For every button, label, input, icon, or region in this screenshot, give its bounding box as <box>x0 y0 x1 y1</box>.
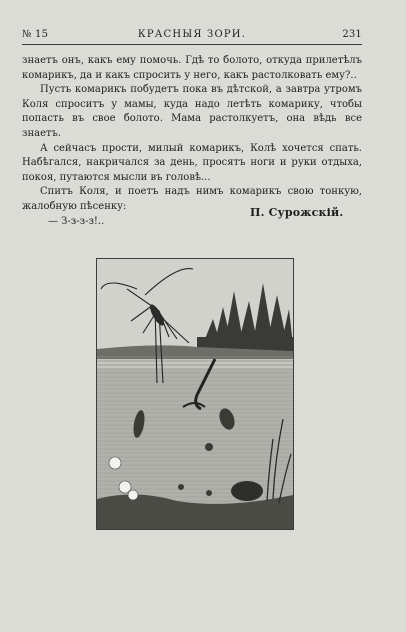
beetle <box>231 481 263 501</box>
paragraph: Пусть комарикъ побудетъ пока въ дѣтской, а завтра утромъ Коля спроситъ у мамы, куда надо летѣть комарику, чтобы попасть въ свое болото. Мама растолкуетъ, она вѣдь все знаетъ. <box>22 84 362 139</box>
paragraph: Спитъ Коля, и поетъ надъ нимъ комарикъ свою тонкую, жалобную пѣсенку: <box>22 186 362 212</box>
page-number: 231 <box>342 29 362 40</box>
water-surface <box>97 355 293 369</box>
issue-number: № 15 <box>22 29 49 40</box>
paragraph: — З-з-з-з!.. <box>48 215 105 227</box>
bleed-through-stain <box>220 590 380 610</box>
journal-title: КРАСНЫЯ ЗОРИ. <box>137 29 247 40</box>
author-signature: П. Сурожскій. <box>250 206 344 219</box>
paragraph: знаетъ онъ, какъ ему помочь. Гдѣ то болото, откуда прилетѣлъ комарикъ, да и какъ спросить у него, какъ растолковать ему?.. <box>22 55 362 81</box>
mosquito-pond-illustration <box>96 258 294 530</box>
header-rule <box>22 44 362 45</box>
story-text <box>22 54 362 229</box>
paragraph: А сейчасъ прости, милый комарикъ, Колѣ хочется спать. Набѣгался, накричался за день, просятъ ноги и руки отдыха, покоя, путаются мысли въ головѣ... <box>22 142 362 183</box>
running-header <box>22 29 362 43</box>
